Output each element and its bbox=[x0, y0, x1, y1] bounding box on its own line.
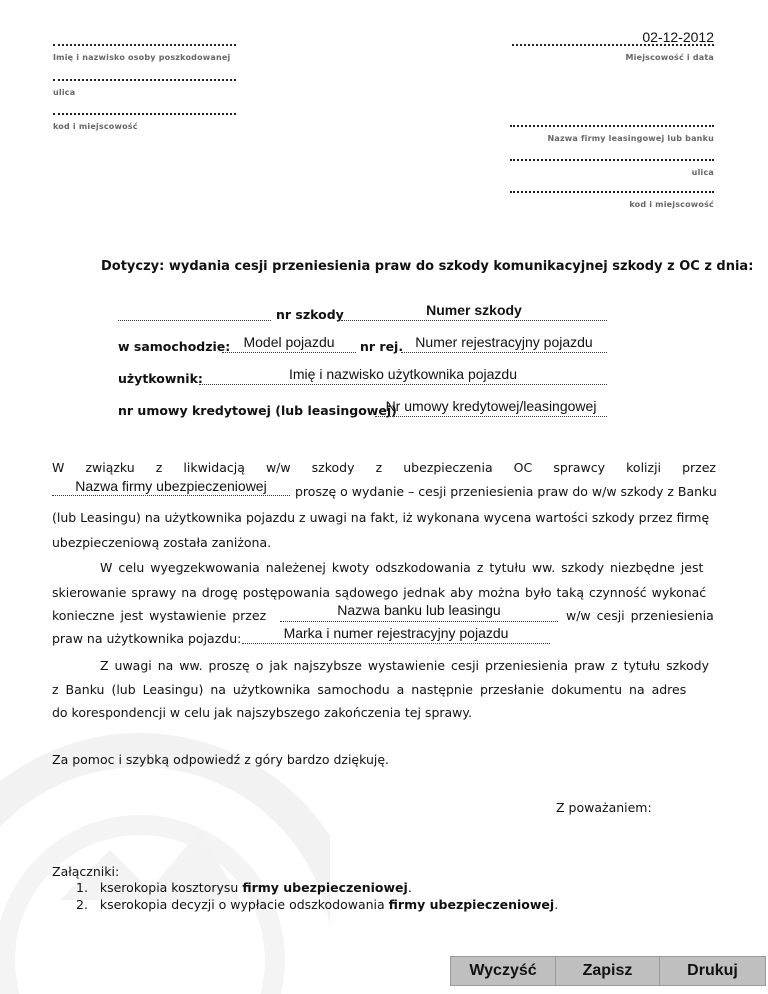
word: OC bbox=[513, 460, 533, 475]
reg-label: nr rej. bbox=[360, 339, 404, 354]
claim-no-label: nr szkody bbox=[276, 307, 344, 322]
recipient-street-label: ulica bbox=[691, 168, 714, 177]
recipient-postal-line[interactable] bbox=[510, 191, 714, 193]
contract-line bbox=[375, 416, 607, 417]
paragraph-2-line-3-start: konieczne jest wystawienie przez bbox=[52, 608, 267, 623]
paragraph-1-line-4: ubezpieczeniową została zaniżona. bbox=[52, 535, 272, 550]
vehicle-plate-field[interactable]: Marka i numer rejestracyjny pojazdu bbox=[283, 625, 509, 641]
attachment-number: 2. bbox=[76, 897, 88, 912]
paragraph-2-line-2: skierowanie sprawy na drogę postępowania sądowego jednak aby można było taką czynność wykonać bbox=[52, 585, 707, 600]
vehicle-line bbox=[222, 352, 356, 353]
claim-no-line bbox=[341, 320, 607, 321]
date-label: Miejscowość i data bbox=[625, 53, 714, 62]
sender-street-line[interactable] bbox=[53, 79, 236, 81]
paragraph-2-line-3-end: w/w cesji przeniesienia bbox=[566, 608, 714, 623]
attachment-item bbox=[76, 897, 558, 912]
date-line bbox=[512, 44, 714, 46]
regards-line: Z poważaniem: bbox=[556, 800, 652, 815]
recipient-name-line[interactable] bbox=[510, 125, 714, 127]
word: z bbox=[155, 460, 163, 475]
word: związku bbox=[85, 460, 135, 475]
user-label: użytkownik: bbox=[118, 371, 203, 386]
sender-name-label: Imię i nazwisko osoby poszkodowanej bbox=[53, 53, 231, 62]
paragraph-2-line-1: W celu wyegzekwowania należenej kwoty odszkodowania z tytułu ww. szkody niezbędne jest bbox=[100, 560, 704, 575]
attachment-number: 1. bbox=[76, 880, 88, 895]
vehicle-field[interactable]: Model pojazdu bbox=[243, 334, 335, 350]
bank-field[interactable]: Nazwa banku lub leasingu bbox=[337, 602, 501, 618]
recipient-postal-label: kod i miejscowość bbox=[629, 200, 714, 209]
attachment-bold: firmy ubezpieczeniowej bbox=[242, 880, 408, 895]
word: sprawcy bbox=[553, 460, 606, 475]
recipient-street-line[interactable] bbox=[510, 159, 714, 161]
word: przez bbox=[682, 460, 716, 475]
word: szkody bbox=[311, 460, 355, 475]
word: likwidacją bbox=[183, 460, 245, 475]
claim-prefix-line[interactable] bbox=[118, 320, 271, 321]
word: kolizji bbox=[626, 460, 662, 475]
print-button[interactable]: Drukuj bbox=[660, 956, 766, 986]
insurer-line bbox=[52, 495, 290, 496]
paragraph-1-line-1 bbox=[52, 460, 716, 475]
reg-field[interactable]: Numer rejestracyjny pojazdu bbox=[415, 334, 593, 350]
word: z bbox=[375, 460, 383, 475]
thanks-line: Za pomoc i szybką odpowiedź z góry bardzo dziękuję. bbox=[52, 752, 390, 767]
subject-line: Dotyczy: wydania cesji przeniesienia praw do szkody komunikacyjnej szkody z OC z dnia: bbox=[101, 259, 754, 274]
attachment-text: kserokopia kosztorysu bbox=[99, 880, 243, 895]
clear-button[interactable]: Wyczyść bbox=[450, 956, 556, 986]
attachment-text: kserokopia decyzji o wypłacie odszkodowania bbox=[99, 897, 389, 912]
attachment-item bbox=[76, 880, 412, 895]
sender-postal-line[interactable] bbox=[53, 113, 236, 115]
user-line bbox=[199, 384, 607, 385]
attachment-end: . bbox=[407, 880, 412, 895]
contract-label: nr umowy kredytowej (lub leasingowej) bbox=[118, 403, 397, 418]
sender-street-label: ulica bbox=[53, 88, 76, 97]
word: w/w bbox=[265, 460, 291, 475]
attachment-bold: firmy ubezpieczeniowej bbox=[388, 897, 555, 912]
attachments-title: Załączniki: bbox=[52, 864, 120, 879]
insurer-field[interactable]: Nazwa firmy ubezpieczeniowej bbox=[75, 478, 267, 494]
vehicle-plate-line bbox=[242, 643, 550, 644]
bank-line bbox=[280, 621, 558, 622]
claim-no-field[interactable]: Numer szkody bbox=[426, 302, 522, 318]
paragraph-1-line-3: (lub Leasingu) na użytkownika pojazdu z uwagi na fakt, iż wykonana wycena wartości szkody przez firmę bbox=[52, 510, 710, 525]
paragraph-2-line-4-start: praw na użytkownika pojazdu: bbox=[52, 631, 242, 646]
user-field[interactable]: Imię i nazwisko użytkownika pojazdu bbox=[289, 366, 517, 382]
paragraph-1-line-2: proszę o wydanie – cesji przeniesienia praw do w/w szkody z Banku bbox=[295, 484, 717, 499]
reg-line bbox=[401, 352, 607, 353]
paragraph-3-line-3: do korespondencji w celu jak najszybszego zakończenia tej sprawy. bbox=[52, 705, 472, 720]
recipient-name-label: Nazwa firmy leasingowej lub banku bbox=[547, 134, 714, 143]
vehicle-label: w samochodzie: bbox=[118, 339, 231, 354]
attachment-end: . bbox=[554, 897, 559, 912]
sender-name-line[interactable] bbox=[53, 44, 236, 46]
paragraph-3-line-2: z Banku (lub Leasingu) na użytkownika samochodu a następnie przesłanie dokumentu na adres bbox=[52, 682, 687, 697]
save-button[interactable]: Zapisz bbox=[556, 956, 660, 986]
word: ubezpieczenia bbox=[403, 460, 493, 475]
sender-postal-label: kod i miejscowość bbox=[53, 122, 138, 131]
word: W bbox=[52, 460, 65, 475]
contract-field[interactable]: Nr umowy kredytowej/leasingowej bbox=[385, 398, 597, 414]
date-field[interactable]: 02-12-2012 bbox=[642, 29, 714, 45]
watermark-logo bbox=[0, 700, 330, 994]
paragraph-3-line-1: Z uwagi na ww. proszę o jak najszybsze wystawienie cesji przeniesienia praw z tytułu szkody bbox=[100, 658, 710, 673]
